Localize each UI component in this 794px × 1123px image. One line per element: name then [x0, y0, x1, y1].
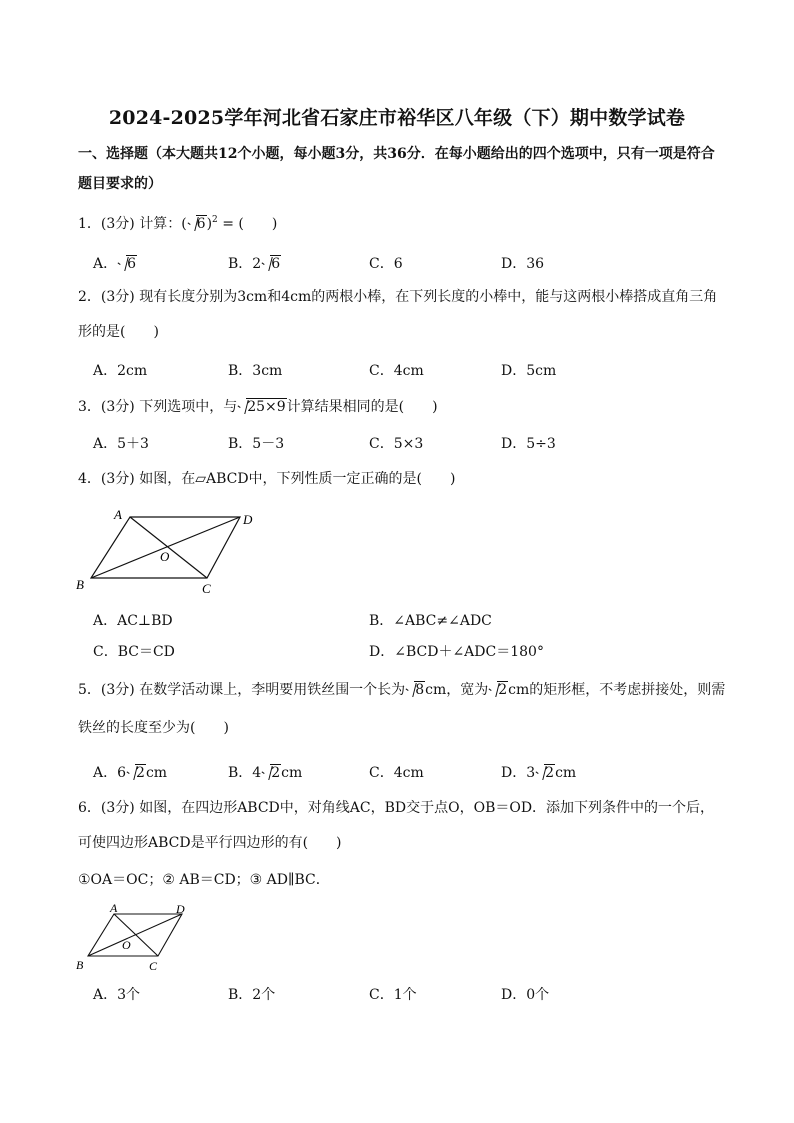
question-4: 4．(3分) 如图，在▱ABCD中，下列性质一定正确的是( ) [78, 471, 456, 487]
q6-option-d: D．0个 [501, 987, 550, 1003]
q1-option-d: D．36 [501, 256, 545, 272]
question-5-line1: 5．(3分) 在数学活动课上，李明要用铁丝围一个长为 8cm，宽为 2cm的矩形框，不考虑拼接处，则需 [78, 682, 726, 698]
question-6-conditions: ①OA＝OC；② AB＝CD；③ AD∥BC． [78, 872, 330, 888]
q5-option-c: C．4cm [369, 765, 424, 781]
page-title: 2024-2025学年河北省石家庄市裕华区八年级（下）期中数学试卷 [108, 107, 686, 129]
label-c: C [202, 581, 211, 596]
question-2-line2: 形的是( ) [78, 324, 159, 340]
q5-option-a: A．6 2cm [93, 765, 168, 781]
q6-option-b: B．2个 [228, 987, 276, 1003]
q4-option-c: C．BC＝CD [93, 644, 175, 660]
sqrt-symbol: 6 [187, 215, 207, 233]
q4-option-d: D．∠BCD＋∠ADC＝180° [369, 644, 544, 660]
q3-option-b: B．5－3 [228, 436, 285, 452]
q6-option-c: C．1个 [369, 987, 417, 1003]
parallelogram-figure-q4 [72, 505, 272, 600]
q1-option-c: C．6 [369, 256, 403, 272]
q5-option-d: D．3 2cm [501, 765, 577, 781]
label-b: B [76, 958, 84, 972]
question-3: 3．(3分) 下列选项中，与 25×9计算结果相同的是( ) [78, 399, 438, 415]
question-6-line1: 6．(3分) 如图，在四边形ABCD中，对角线AC，BD交于点O，OB＝OD．添加下列条件中的一个后， [78, 800, 715, 816]
question-1: 1．(3分) 计算：( 6)$^2$ = ( ) [78, 215, 278, 232]
sqrt-symbol: 25×9 [237, 398, 286, 416]
label-c: C [149, 959, 158, 973]
q2-option-a: A．2cm [93, 363, 148, 379]
q2-option-c: C．4cm [369, 363, 424, 379]
label-d: D [243, 512, 253, 527]
q3-option-c: C．5×3 [369, 436, 424, 452]
question-2-line1: 2．(3分) 现有长度分别为3cm和4cm的两根小棒，在下列长度的小棒中，能与这两根小棒搭成直角三角 [78, 289, 718, 305]
q4-option-a: A．AC⊥BD [93, 613, 173, 629]
q5-option-b: B．4 2cm [228, 765, 303, 781]
q2-option-b: B．3cm [228, 363, 283, 379]
q3-option-d: D．5÷3 [501, 436, 556, 452]
question-6-line2: 可使四边形ABCD是平行四边形的有( ) [78, 835, 342, 851]
sqrt-symbol: 2 [488, 681, 508, 699]
label-d: D [176, 902, 185, 916]
label-o: O [122, 938, 131, 952]
sqrt-symbol: 8 [405, 681, 425, 699]
q6-option-a: A．3个 [93, 987, 141, 1003]
q1-option-a: A． 6 [93, 256, 137, 272]
question-5-line2: 铁丝的长度至少为( ) [78, 720, 229, 736]
label-o: O [160, 549, 170, 564]
q4-option-b: B．∠ABC≠∠ADC [369, 613, 492, 629]
label-a: A [114, 507, 122, 522]
label-b: B [76, 577, 84, 592]
parallelogram-figure-q6 [72, 898, 202, 978]
q1-option-b: B．2 6 [228, 256, 281, 272]
section-heading-line1: 一、选择题（本大题共12个小题，每小题3分，共36分．在每小题给出的四个选项中，只有一项是符合 [78, 146, 715, 162]
label-a: A [110, 901, 118, 915]
q2-option-d: D．5cm [501, 363, 557, 379]
section-heading-line2: 题目要求的） [78, 176, 162, 192]
q3-option-a: A．5＋3 [93, 436, 149, 452]
